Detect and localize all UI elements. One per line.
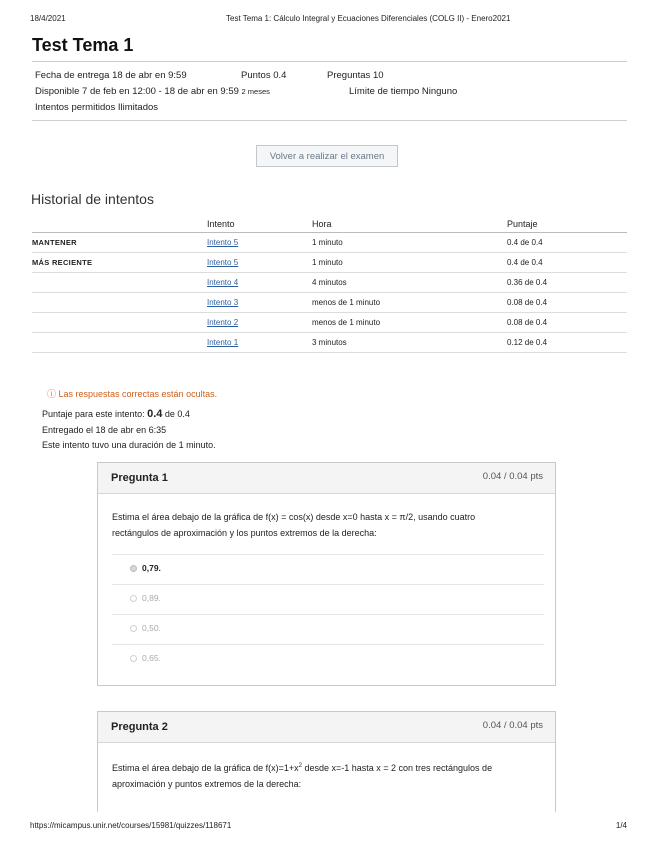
print-title: Test Tema 1: Cálculo Integral y Ecuaciones Diferenciales (COLG II) - Enero2021 (226, 14, 511, 23)
duration-info: Este intento tuvo una duración de 1 minuto. (42, 440, 216, 450)
questions-info: Preguntas 10 (327, 70, 384, 81)
table-header-row (32, 216, 627, 233)
attempt-score-summary: Puntaje para este intento: 0.4 de 0.4 (42, 408, 190, 420)
question-title: Pregunta 2 (111, 721, 168, 733)
points-info: Puntos 0.4 (241, 70, 287, 81)
time-limit: Límite de tiempo Ninguno (349, 86, 458, 97)
question-header (98, 463, 555, 494)
question-points: 0.04 / 0.04 pts (482, 720, 543, 731)
radio-icon[interactable] (130, 625, 137, 632)
print-date: 18/4/2021 (30, 14, 66, 23)
attempt-time: 4 minutos (312, 273, 507, 293)
attempt-link[interactable]: Intento 5 (207, 238, 239, 247)
radio-selected-icon[interactable] (130, 565, 137, 572)
question-text: Estima el área debajo de la gráfica de f(x) = cos(x) desde x=0 hasta x = π/2, usando cuatro rectángulos de aproximación y los puntos extremos de la derecha: (112, 512, 476, 538)
table-row (32, 333, 627, 353)
attempt-time: menos de 1 minuto (312, 313, 507, 333)
answer-option[interactable] (112, 644, 544, 674)
question-header (98, 712, 555, 743)
answer-text: 0,50. (142, 623, 161, 633)
table-row (32, 233, 627, 253)
attempt-score: 0.4 de 0.4 (507, 233, 627, 253)
radio-icon[interactable] (130, 595, 137, 602)
row-label (32, 313, 207, 333)
question-card (97, 462, 556, 686)
answer-text: 0,89. (142, 593, 161, 603)
answers-hidden-warning: ⓘ Las respuestas correctas están ocultas. (47, 389, 218, 399)
row-label (32, 273, 207, 293)
table-row (32, 273, 627, 293)
question-text: Estima el área debajo de la gráfica de $f(x)=1+x^2$ desde x=-1 hasta x = 2 con tres rectángulos de aproximación y puntos extremos de la derecha: (112, 763, 493, 789)
availability: Disponible 7 de feb en 12:00 - 18 de abr en 9:59 2 meses (35, 86, 270, 97)
table-row (32, 313, 627, 333)
answer-text: 0,79. (142, 563, 161, 573)
attempt-score: 0.12 de 0.4 (507, 333, 627, 353)
retake-quiz-button[interactable]: Volver a realizar el examen (256, 145, 398, 167)
attempt-time: 3 minutos (312, 333, 507, 353)
row-label: MANTENER (32, 233, 207, 253)
answer-text: 0,65. (142, 653, 161, 663)
attempt-time: 1 minuto (312, 233, 507, 253)
attempt-time: 1 minuto (312, 253, 507, 273)
row-label: MÁS RECIENTE (32, 253, 207, 273)
answer-option[interactable] (112, 584, 544, 614)
answer-option[interactable] (112, 554, 544, 584)
page-url: https://micampus.unir.net/courses/15981/quizzes/118671 (30, 821, 232, 830)
attempt-link[interactable]: Intento 5 (207, 258, 239, 267)
attempts-table (32, 216, 627, 353)
attempt-score: 0.08 de 0.4 (507, 293, 627, 313)
attempt-score: 0.4 de 0.4 (507, 253, 627, 273)
attempt-score: 0.36 de 0.4 (507, 273, 627, 293)
attempt-time: menos de 1 minuto (312, 293, 507, 313)
divider (32, 120, 627, 121)
row-label (32, 333, 207, 353)
question-title: Pregunta 1 (111, 472, 168, 484)
question-card (97, 711, 556, 812)
answer-list (112, 554, 544, 674)
question-points: 0.04 / 0.04 pts (482, 471, 543, 482)
attempt-score: 0.08 de 0.4 (507, 313, 627, 333)
table-row (32, 293, 627, 313)
page-title: Test Tema 1 (32, 35, 134, 55)
radio-icon[interactable] (130, 655, 137, 662)
page-number: 1/4 (615, 821, 627, 830)
header-time: Hora (312, 216, 507, 233)
header-score: Puntaje (507, 216, 627, 233)
attempt-link[interactable]: Intento 1 (207, 338, 239, 347)
submitted-info: Entregado el 18 de abr en 6:35 (42, 425, 167, 435)
attempt-link[interactable]: Intento 2 (207, 318, 239, 327)
table-row (32, 253, 627, 273)
header-attempt: Intento (207, 216, 312, 233)
attempt-link[interactable]: Intento 4 (207, 278, 239, 287)
answer-option[interactable] (112, 614, 544, 644)
row-label (32, 293, 207, 313)
due-date: Fecha de entrega 18 de abr en 9:59 (35, 70, 187, 81)
divider (32, 61, 627, 62)
history-title: Historial de intentos (31, 191, 154, 207)
attempt-link[interactable]: Intento 3 (207, 298, 239, 307)
allowed-attempts: Intentos permitidos Ilimitados (35, 102, 159, 113)
